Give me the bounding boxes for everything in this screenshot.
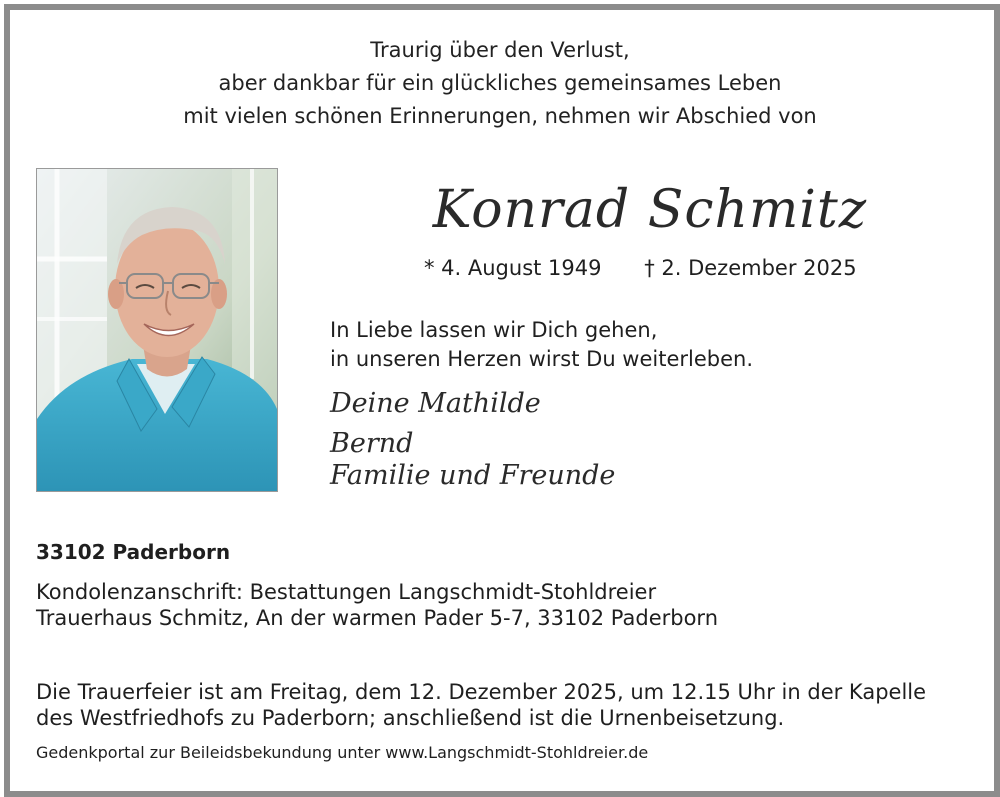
verse-line: in unseren Herzen wirst Du weiterleben. [330,347,754,371]
farewell-verse [330,316,753,374]
address-line: Trauerhaus Schmitz, An der warmen Pader 5-7, 33102 Paderborn [36,606,719,630]
signature-family: Familie und Freunde [330,460,616,491]
death-date: † 2. Dezember 2025 [644,256,857,280]
condolence-address [36,579,718,631]
signature-bernd: Bernd [330,428,414,459]
memorial-portal-note: Gedenkportal zur Beileidsbekundung unter www.Langschmidt-Stohldreier.de [36,743,649,762]
intro-line: aber dankbar für ein glückliches gemeinsames Leben [218,71,782,95]
intro-line: Traurig über den Verlust, [370,38,630,62]
portrait-photo [36,168,278,492]
ceremony-line: Die Trauerfeier ist am Freitag, dem 12. Dezember 2025, um 12.15 Uhr in der Kapelle [36,680,927,704]
signature-mathilde: Deine Mathilde [330,388,541,419]
ceremony-info [36,679,926,731]
birth-date: * 4. August 1949 [424,256,602,280]
intro-line: mit vielen schönen Erinnerungen, nehmen wir Abschied von [183,104,817,128]
verse-line: In Liebe lassen wir Dich gehen, [330,318,658,342]
ceremony-line: des Westfriedhofs zu Paderborn; anschließend ist die Urnenbeisetzung. [36,706,785,730]
city-heading: 33102 Paderborn [36,540,231,564]
address-line: Kondolenzanschrift: Bestattungen Langschmidt-Stohldreier [36,580,657,604]
intro-text [0,34,1000,133]
life-dates [424,256,857,280]
deceased-name: Konrad Schmitz [432,180,868,240]
